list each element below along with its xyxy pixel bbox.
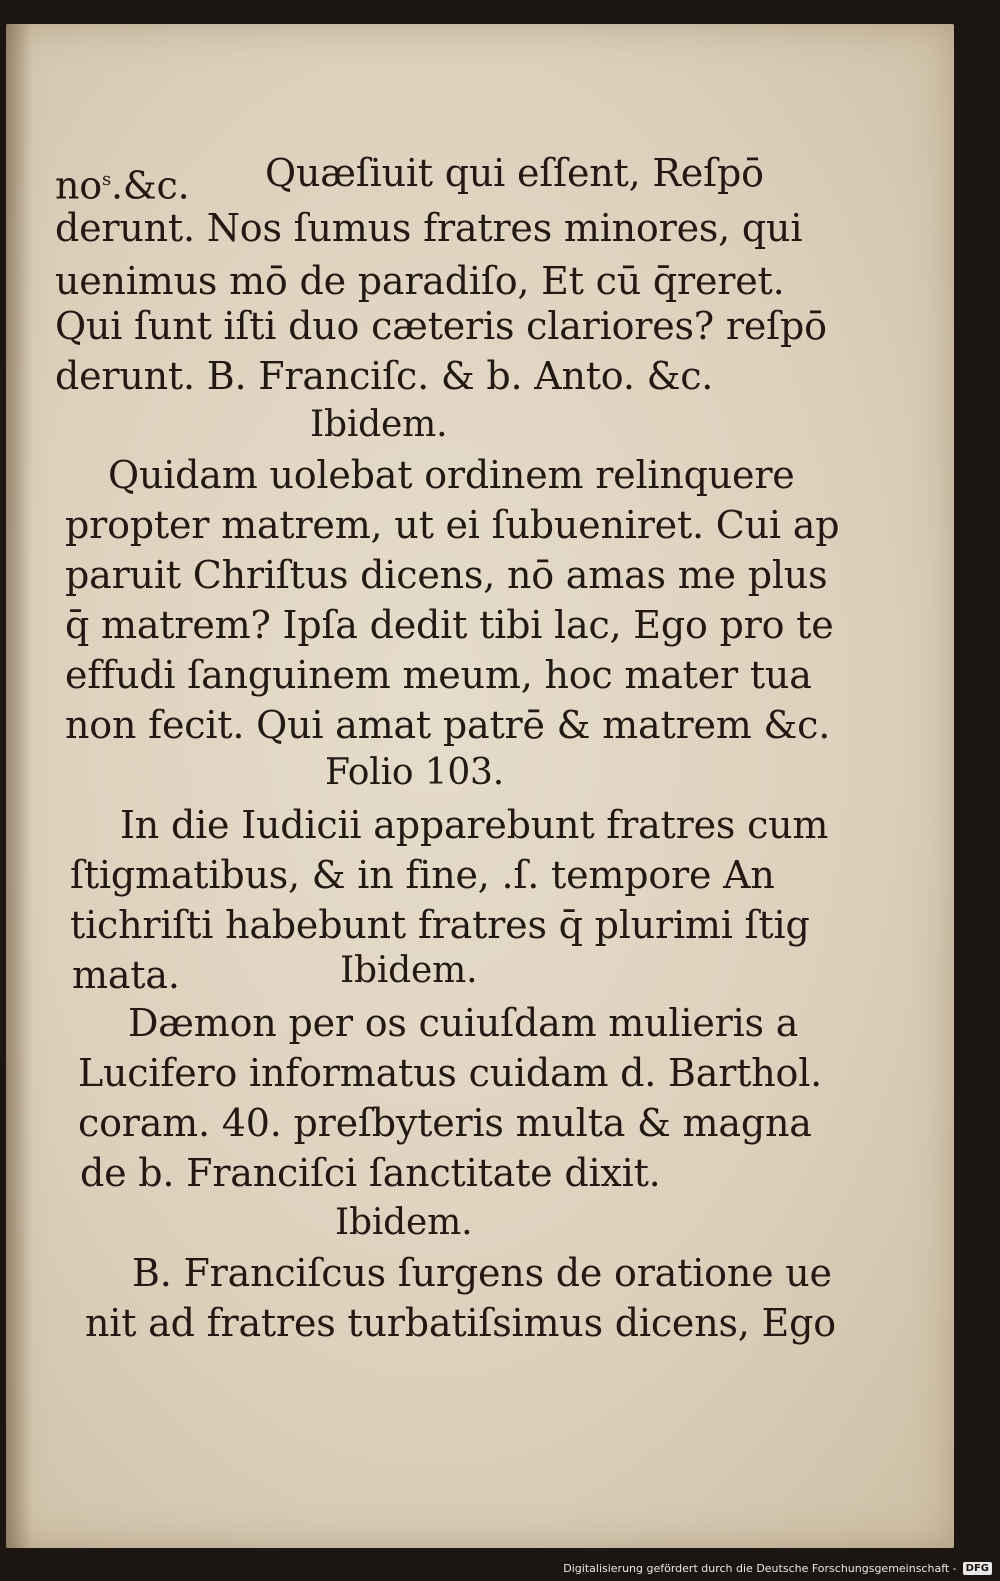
text-line: coram. 40. preſbyteris multa & magna <box>78 1101 812 1145</box>
text-line: In die Iudicii apparebunt fratres cum <box>120 803 829 847</box>
text-line: derunt. B. Franciſc. & b. Anto. &c. <box>55 354 714 398</box>
text-line: tichriſti habebunt fratres q̄ plurimi ſtig <box>70 903 810 947</box>
text-line: $no^s.\&c$. <box>55 163 190 208</box>
text-line: Qui ſunt iſti duo cæteris clariores? reſpō <box>55 304 827 348</box>
text-line: Dæmon per os cuiuſdam mulieris a <box>128 1001 799 1045</box>
credit-text: Digitalisierung gefördert durch die Deutsche Forschungsgemeinschaft - <box>563 1561 957 1575</box>
text-line: mata. <box>72 953 180 997</box>
text-line: paruit Chriſtus dicens, nō amas me plus <box>65 553 828 597</box>
text-line: uenimus mō de paradiſo, Et cū q̄reret. <box>55 259 785 303</box>
section-heading: Ibidem. <box>340 950 478 991</box>
text-line: Quidam uolebat ordinem relinquere <box>108 453 795 497</box>
text-line: effudi ſanguinem meum, hoc mater tua <box>65 653 812 697</box>
text-line: Lucifero informatus cuidam d. Barthol. <box>78 1051 823 1095</box>
text-line: non fecit. Qui amat patrē & matrem &c. <box>65 703 831 747</box>
text-line: propter matrem, ut ei ſubueniret. Cui ap <box>65 503 840 547</box>
text-line: ſtigmatibus, & in fine, .ſ. tempore An <box>70 853 775 897</box>
section-heading: Ibidem. <box>335 1202 473 1243</box>
text-line: derunt. Nos ſumus fratres minores, qui <box>55 206 803 250</box>
text-line: Quæſiuit qui eſſent, Reſpō <box>265 151 764 195</box>
text-line: q̄ matrem? Ipſa dedit tibi lac, Ego pro te <box>65 603 834 647</box>
text-line: B. Franciſcus ſurgens de oratione ue <box>132 1251 832 1295</box>
dfg-logo: DFG <box>963 1562 992 1575</box>
section-heading: Ibidem. <box>310 404 448 445</box>
section-heading: Folio 103. <box>325 752 504 793</box>
text-line: nit ad fratres turbatiſsimus dicens, Ego <box>85 1301 836 1345</box>
digitization-credit <box>563 1558 992 1578</box>
text-line: de b. Franciſci ſanctitate dixit. <box>80 1151 661 1195</box>
